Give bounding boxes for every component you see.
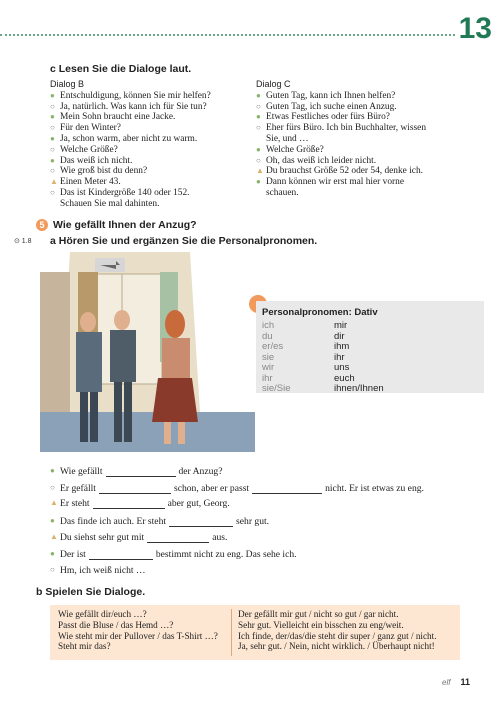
speaker-open-circle-icon: ○ <box>256 101 261 111</box>
phrase-left: Steht mir das? <box>58 641 111 652</box>
fill-line-text: aber gut, Georg. <box>167 498 230 509</box>
pronoun-nominative: ich <box>262 320 275 331</box>
section-c-heading: c Lesen Sie die Dialoge laut. <box>50 63 192 75</box>
answer-blank[interactable] <box>99 484 171 494</box>
fill-line-text: Der ist <box>60 549 86 560</box>
page-number: 11 <box>460 677 470 687</box>
pronoun-dative: euch <box>334 372 355 384</box>
speaker-filled-circle-icon: ● <box>50 466 55 476</box>
pronoun-nominative: sie/Sie <box>262 383 291 394</box>
pronoun-dative: dir <box>334 330 345 342</box>
speaker-filled-circle-icon: ● <box>50 155 55 165</box>
speaker-open-circle-icon: ○ <box>256 123 261 133</box>
dialog-line <box>50 123 250 134</box>
fill-line-text: Du siehst sehr gut mit <box>60 532 145 543</box>
page-word: elf <box>442 677 451 687</box>
dialog-line <box>50 134 250 145</box>
pronoun-dative: ihr <box>334 351 345 363</box>
dialog-b-title: Dialog B <box>50 79 85 89</box>
phrase-right: Sehr gut. Vielleicht ein bisschen zu eng/weit. <box>238 619 404 630</box>
dialog-line-text: Sie, und … <box>266 133 309 144</box>
dialog-line <box>256 91 476 102</box>
pronoun-nominative: ihr <box>262 372 273 384</box>
dialog-line-text: Eher fürs Büro. Ich bin Buchhalter, wissen <box>266 123 427 134</box>
dialog-line <box>50 188 250 199</box>
phrase-left: Wie gefällt dir/euch …? <box>58 609 147 619</box>
dialog-line-text: Für den Winter? <box>60 123 121 134</box>
pronoun-dative: ihm <box>334 341 350 352</box>
speaker-triangle-icon: ▲ <box>50 177 58 187</box>
dialog-line-text: Welche Größe? <box>266 144 324 155</box>
pronoun-dative: ihnen/Ihnen <box>334 383 384 394</box>
fill-line-text: sehr gut. <box>236 516 270 527</box>
speaker-filled-circle-icon: ● <box>50 549 55 559</box>
speaker-filled-circle-icon: ● <box>50 112 55 122</box>
dialog-line <box>50 91 250 102</box>
fill-in-line <box>50 498 230 509</box>
phrase-right: Der gefällt mir gut / nicht so gut / gar nicht. <box>238 609 399 619</box>
fill-in-line <box>50 516 269 527</box>
dialog-line <box>256 156 476 167</box>
answer-blank[interactable] <box>252 484 322 494</box>
dialog-line-text: Oh, das weiß ich leider nicht. <box>266 155 377 166</box>
phrase-box <box>50 605 460 660</box>
fill-line-text: bestimmt nicht zu eng. Das sehe ich. <box>155 549 297 560</box>
pronoun-table-title: Personalpronomen: Dativ <box>262 307 378 318</box>
dialog-line <box>50 156 250 167</box>
speaker-filled-circle-icon: ● <box>256 112 261 122</box>
dialog-line-text: Einen Meter 43. <box>60 177 121 188</box>
dialog-line-text: Welche Größe? <box>60 144 118 155</box>
dialog-line-text: Entschuldigung, können Sie mir helfen? <box>60 90 211 101</box>
dialog-line <box>256 166 476 177</box>
fill-line-text: aus. <box>212 532 228 543</box>
shop-illustration <box>40 252 255 452</box>
pronoun-row <box>262 352 345 363</box>
fill-line-text: Wie gefällt <box>60 466 103 477</box>
fill-in-line <box>50 483 424 494</box>
answer-blank[interactable] <box>106 467 176 477</box>
speaker-open-circle-icon: ○ <box>50 144 55 154</box>
answer-blank[interactable] <box>89 550 153 560</box>
page-footer <box>442 677 470 687</box>
dialog-line-text: Guten Tag, ich suche einen Anzug. <box>266 101 397 112</box>
dialog-line-text: Dann können wir erst mal hier vorne <box>266 177 404 188</box>
dialog-line <box>256 102 476 113</box>
phrase-right: Ja, sehr gut. / Nein, nicht wirklich. / Überhaupt nicht! <box>238 641 435 652</box>
unit-number: 13 <box>458 12 492 45</box>
dialog-c-title: Dialog C <box>256 79 291 89</box>
fill-line-text: der Anzug? <box>178 466 223 477</box>
dialog-b <box>50 79 250 210</box>
speaker-filled-circle-icon: ● <box>256 177 261 187</box>
pronoun-dative: uns <box>334 362 350 373</box>
pronoun-row <box>262 362 349 373</box>
dialog-line <box>256 123 476 134</box>
exercise-5-title: Wie gefällt Ihnen der Anzug? <box>53 219 197 231</box>
speaker-open-circle-icon: ○ <box>50 123 55 133</box>
fill-line-text: Das finde ich auch. Er steht <box>60 516 167 527</box>
dialog-c <box>256 79 476 199</box>
speaker-open-circle-icon: ○ <box>50 187 55 197</box>
fill-in-line <box>50 532 227 543</box>
dialog-line <box>256 188 476 199</box>
phrase-left: Passt die Bluse / das Hemd …? <box>58 619 174 630</box>
dialog-line-text: Ja, natürlich. Was kann ich für Sie tun? <box>60 101 207 112</box>
speaker-triangle-icon: ▲ <box>50 498 58 508</box>
dialog-line <box>256 177 476 188</box>
fill-in-line <box>50 565 146 576</box>
section-b-heading: b Spielen Sie Dialoge. <box>36 586 146 598</box>
dialog-line <box>256 134 476 145</box>
dialog-line-text: Das weiß ich nicht. <box>60 155 133 166</box>
dialog-line <box>256 145 476 156</box>
fill-in-line <box>50 549 297 560</box>
dialog-line-text: Wie groß bist du denn? <box>60 166 148 177</box>
dialog-line-text: Ja, schon warm, aber nicht zu warm. <box>60 133 198 144</box>
fill-line-text: nicht. Er ist etwas zu eng. <box>325 483 424 494</box>
speaker-open-circle-icon: ○ <box>50 101 55 111</box>
dialog-line <box>50 102 250 113</box>
fill-line-text: Er steht <box>60 498 90 509</box>
speaker-filled-circle-icon: ● <box>50 90 55 100</box>
dialog-line-text: Etwas Festliches oder fürs Büro? <box>266 112 390 123</box>
fill-line-text: Er gefällt <box>60 483 96 494</box>
speaker-open-circle-icon: ○ <box>256 155 261 165</box>
dialog-line-text: Guten Tag, kann ich Ihnen helfen? <box>266 90 396 101</box>
answer-blank[interactable] <box>93 499 165 509</box>
dialog-line-text: Mein Sohn braucht eine Jacke. <box>60 112 176 123</box>
pronoun-nominative: wir <box>262 362 275 373</box>
dialog-line <box>50 166 250 177</box>
dialog-line <box>256 112 476 123</box>
dialog-line-text: Du brauchst Größe 52 oder 54, denke ich. <box>266 166 423 177</box>
speaker-filled-circle-icon: ● <box>256 90 261 100</box>
dialog-line-text: Das ist Kindergröße 140 oder 152. <box>60 187 190 198</box>
dialog-line-text: Schauen Sie mal dahinten. <box>60 198 160 209</box>
pronoun-row <box>262 320 347 331</box>
dialog-line <box>50 112 250 123</box>
dialog-line <box>50 177 250 188</box>
header-dotted-line <box>0 34 455 36</box>
speaker-open-circle-icon: ○ <box>50 483 55 493</box>
speaker-triangle-icon: ▲ <box>50 532 58 542</box>
dialog-line <box>50 199 250 210</box>
exercise-5-header <box>36 219 197 231</box>
fill-line-text: schon, aber er passt <box>173 483 250 494</box>
pronoun-row <box>262 383 384 394</box>
speaker-filled-circle-icon: ● <box>256 144 261 154</box>
part-a-heading: a Hören Sie und ergänzen Sie die Personalpronomen. <box>50 235 318 247</box>
speaker-filled-circle-icon: ● <box>50 516 55 526</box>
pronoun-nominative: sie <box>262 351 275 363</box>
answer-blank[interactable] <box>147 533 209 543</box>
fill-in-line <box>50 466 222 477</box>
speaker-triangle-icon: ▲ <box>256 166 264 176</box>
fill-line-text: Hm, ich weiß nicht … <box>60 565 146 576</box>
dialog-line <box>50 145 250 156</box>
audio-track-label: ⊙ 1.8 <box>14 238 32 245</box>
pronoun-row <box>262 373 355 384</box>
dialog-line-text: schauen. <box>266 187 299 198</box>
answer-blank[interactable] <box>169 517 233 527</box>
pronoun-nominative: du <box>262 330 273 342</box>
speaker-open-circle-icon: ○ <box>50 565 55 575</box>
speaker-filled-circle-icon: ● <box>50 133 55 143</box>
pronoun-dative: mir <box>334 320 348 331</box>
phrase-left: Wie steht mir der Pullover / das T-Shirt …? <box>58 630 218 641</box>
pronoun-row <box>262 341 349 352</box>
phrase-right: Ich finde, der/das/die steht dir super / ganz gut / nicht. <box>238 630 437 641</box>
exercise-number-badge: 5 <box>36 219 48 231</box>
speaker-open-circle-icon: ○ <box>50 166 55 176</box>
pronoun-row <box>262 331 345 342</box>
phrase-box-divider <box>231 609 232 656</box>
pronoun-nominative: er/es <box>262 341 284 352</box>
